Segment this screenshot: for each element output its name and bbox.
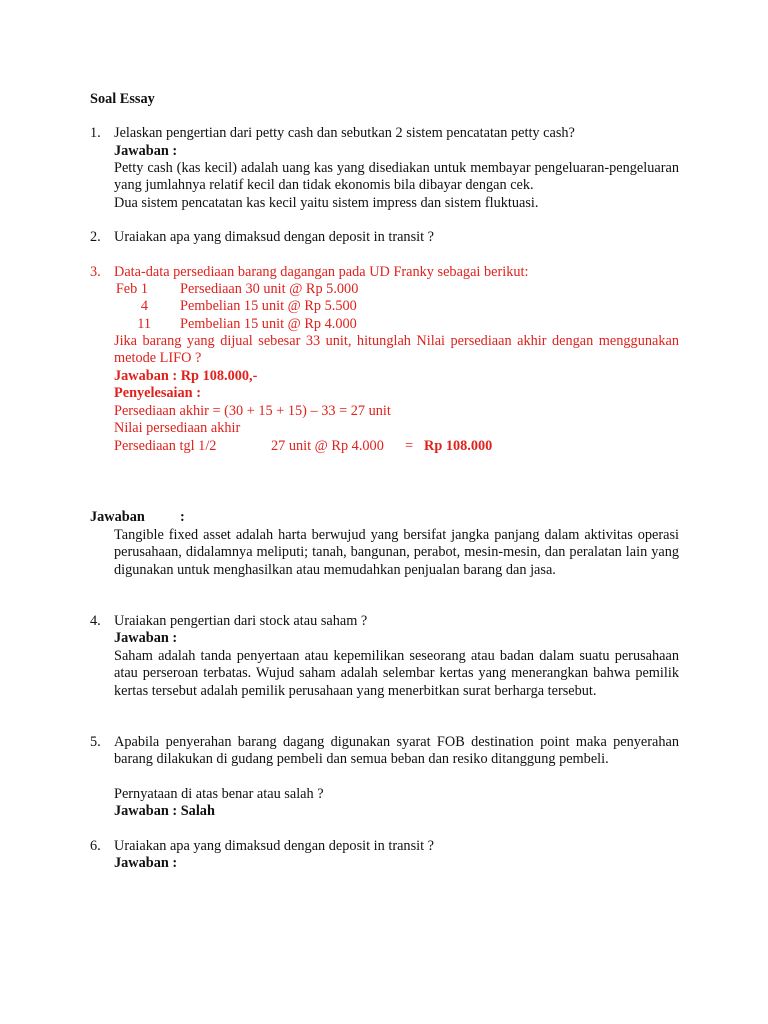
answer-label: Jawaban : <box>114 143 178 159</box>
answer-label: Jawaban : <box>114 855 178 871</box>
calculation-line: Persediaan akhir = (30 + 15 + 15) – 33 = 27 unit <box>114 403 391 419</box>
question-number: 2. <box>90 229 101 245</box>
inventory-description: Pembelian 15 unit @ Rp 5.500 <box>180 298 357 314</box>
answer-text: Saham adalah tanda penyertaan atau kepemilikan seseorang atau badan dalam suatu perusahaan atau perseroan terbatas. Wujud saham adalah selembar kertas yang menerangkan bahwa pemilik kertas tersebut adalah pemilik perusahaan yang menerbitkan surat berharga tersebut. <box>114 648 679 699</box>
question-statement: Pernyataan di atas benar atau salah ? <box>114 786 324 802</box>
inventory-description: Pembelian 15 unit @ Rp 4.000 <box>180 316 357 332</box>
question-text: Jelaskan pengertian dari petty cash dan sebutkan 2 sistem pencatatan petty cash? <box>114 125 575 141</box>
equals-sign: = <box>405 438 414 454</box>
question-text: Apabila penyerahan barang dagang digunakan syarat FOB destination point maka penyerahan barang dilakukan di gudang pembeli dan semua beban dan resiko ditanggung pembeli. <box>114 734 679 768</box>
inventory-date: Feb 1 <box>115 281 148 297</box>
solution-label: Penyelesaian : <box>114 385 201 401</box>
answer-label: Jawaban : Rp 108.000,- <box>114 368 258 384</box>
answer-paragraph: Dua sistem pencatatan kas kecil yaitu sistem impress dan sistem fluktuasi. <box>114 194 539 211</box>
question-instruction: Jika barang yang dijual sebesar 33 unit, hitunglah Nilai persediaan akhir dengan menggunakan metode LIFO ? <box>114 333 679 367</box>
calculation-line: Nilai persediaan akhir <box>114 420 241 436</box>
document-title: Soal Essay <box>90 91 155 107</box>
answer-paragraph: Petty cash (kas kecil) adalah uang kas yang disediakan untuk membayar pengeluaran-pengeluaran yang jumlahnya relatif kecil dan tidak ekonomis bila dibayar dengan cek. <box>114 160 679 194</box>
answer-label: Jawaban <box>90 509 145 525</box>
calculation-label: Persediaan tgl 1/2 <box>114 438 217 454</box>
question-text: Uraiakan apa yang dimaksud dengan deposit in transit ? <box>114 229 434 245</box>
question-number: 5. <box>90 734 101 750</box>
answer-text: Tangible fixed asset adalah harta berwujud yang bersifat jangka panjang dalam aktivitas operasi perusahaan, didalamnya meliputi; tanah, bangunan, perabot, mesin-mesin, dan peralatan lain yang digunakan untuk menghasilkan atau memudahkan penjualan barang dan jasa. <box>114 527 679 578</box>
inventory-date: 11 <box>137 316 151 332</box>
calculation-result: Rp 108.000 <box>424 438 493 454</box>
question-text: Data-data persediaan barang dagangan pada UD Franky sebagai berikut: <box>114 264 529 280</box>
question-number: 6. <box>90 838 101 854</box>
question-text: Uraiakan pengertian dari stock atau saham ? <box>114 613 368 629</box>
answer-text <box>114 160 679 212</box>
answer-label: Jawaban : <box>114 630 178 646</box>
inventory-description: Persediaan 30 unit @ Rp 5.000 <box>180 281 359 297</box>
calculation-units: 27 unit @ Rp 4.000 <box>271 438 384 454</box>
answer-label: Jawaban : Salah <box>114 803 215 819</box>
inventory-date: 4 <box>140 298 148 314</box>
question-number: 1. <box>90 125 101 141</box>
question-number: 4. <box>90 613 101 629</box>
question-text: Uraiakan apa yang dimaksud dengan deposit in transit ? <box>114 838 434 854</box>
answer-colon: : <box>180 509 185 525</box>
question-number: 3. <box>90 264 101 280</box>
